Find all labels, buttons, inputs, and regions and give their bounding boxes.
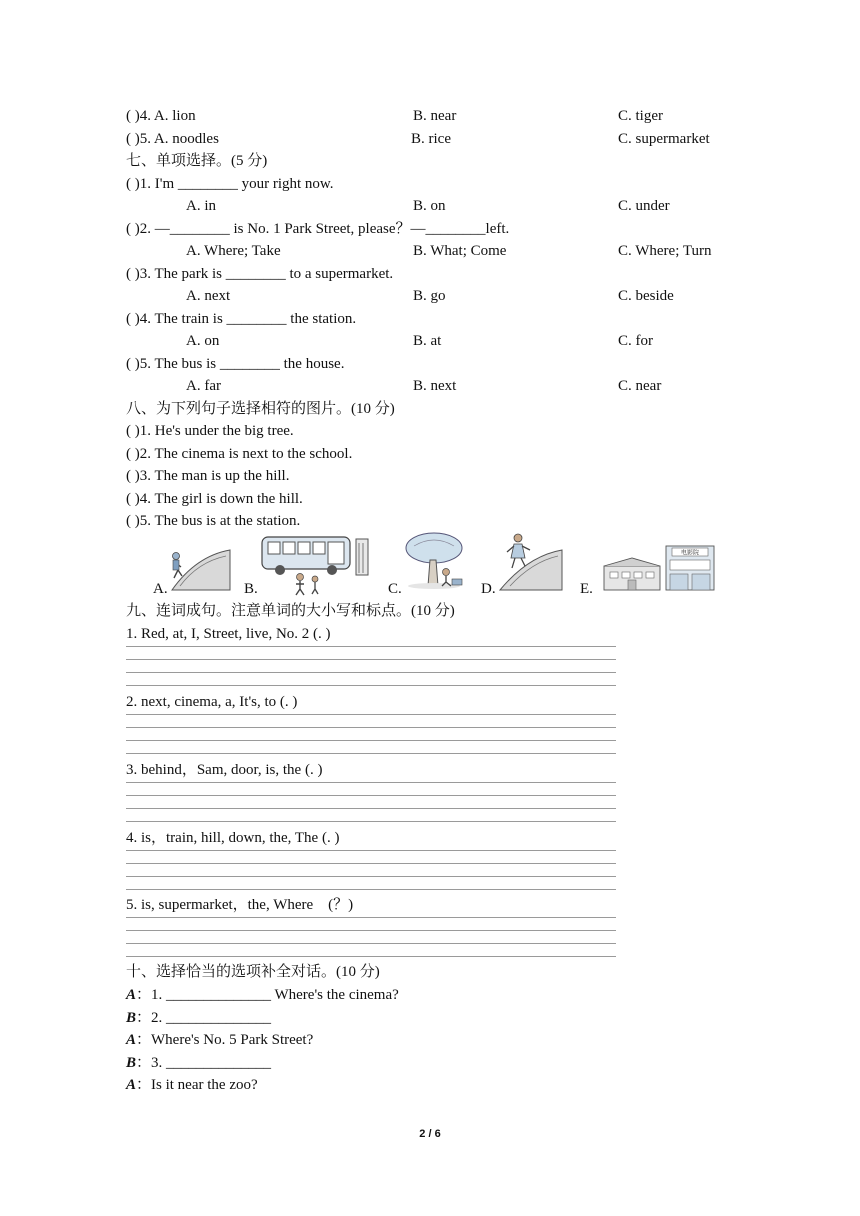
writing-line (126, 808, 616, 809)
cinema-sign: 电影院 (680, 549, 700, 557)
speaker-label: A (126, 987, 137, 1003)
dialogue-text: ：2. ______________ (136, 1010, 272, 1026)
question-8-5: ( )5. The bus is at the station. (126, 513, 301, 529)
section-10-title: 十、选择恰当的选项补全对话。(10 分) (126, 964, 380, 980)
page-number: 2 / 6 (419, 1128, 441, 1140)
option-b: B. near (413, 108, 457, 124)
question-7-5: ( )5. The bus is ________ the house. (126, 356, 345, 372)
question-8-2: ( )2. The cinema is next to the school. (126, 446, 353, 462)
question-8-3: ( )3. The man is up the hill. (126, 468, 290, 484)
writing-line (126, 943, 616, 944)
tree-boy-icon (404, 532, 464, 590)
sentence-9-5: 5. is, supermarket，the, Where (？) (126, 897, 354, 913)
writing-line (126, 672, 616, 673)
section-9-title: 九、连词成句。注意单词的大小写和标点。(10 分) (126, 603, 455, 619)
option-c: C. tiger (618, 108, 663, 124)
picture-label-c: C. (388, 581, 402, 597)
option-c: C. beside (618, 288, 674, 304)
option-c: C. Where; Turn (618, 243, 712, 259)
writing-line (126, 714, 616, 715)
dialogue-text: ：Is it near the zoo? (136, 1077, 258, 1093)
question-7-3: ( )3. The park is ________ to a supermarket. (126, 266, 394, 282)
dialogue-text: ：Where's No. 5 Park Street? (136, 1032, 314, 1048)
question-6-5 (126, 129, 219, 149)
option-c: C. supermarket (618, 131, 710, 147)
writing-line (126, 876, 616, 877)
dialogue-line (126, 1075, 258, 1095)
dialogue-text: ：3. ______________ (136, 1055, 272, 1071)
writing-line (126, 821, 616, 822)
question-6-4 (126, 106, 196, 126)
hill-girl-icon (498, 532, 564, 592)
writing-line (126, 917, 616, 918)
section-8-title: 八、为下列句子选择相符的图片。(10 分) (126, 401, 395, 417)
sentence-9-2: 2. next, cinema, a, It's, to (. ) (126, 694, 298, 710)
dialogue-line (126, 985, 399, 1005)
writing-line (126, 930, 616, 931)
question-8-1: ( )1. He's under the big tree. (126, 423, 294, 439)
question-text: ( )4. A. lion (126, 108, 196, 124)
writing-line (126, 850, 616, 851)
option-c: C. for (618, 333, 653, 349)
option-a: A. in (186, 198, 216, 214)
picture-label-a: A. (153, 581, 168, 597)
question-7-2: ( )2. —________ is No. 1 Park Street, please？—________left. (126, 221, 510, 237)
sentence-9-3: 3. behind，Sam, door, is, the (. ) (126, 762, 323, 778)
writing-line (126, 782, 616, 783)
speaker-label: A (126, 1077, 137, 1093)
hill-man-icon (166, 546, 232, 592)
writing-line (126, 740, 616, 741)
picture-label-b: B. (244, 581, 258, 597)
writing-line (126, 659, 616, 660)
question-text: ( )5. A. noodles (126, 131, 219, 147)
option-a: A. Where; Take (186, 243, 281, 259)
picture-label-e: E. (580, 581, 593, 597)
option-a: A. next (186, 288, 231, 304)
option-b: B. at (413, 333, 442, 349)
bus-station-icon (260, 533, 372, 597)
writing-line (126, 795, 616, 796)
writing-line (126, 753, 616, 754)
option-b: B. on (413, 198, 446, 214)
writing-line (126, 889, 616, 890)
speaker-label: B (126, 1055, 137, 1071)
question-7-1: ( )1. I'm ________ your right now. (126, 176, 334, 192)
writing-line (126, 646, 616, 647)
option-b: B. next (413, 378, 457, 394)
option-c: C. under (618, 198, 670, 214)
dialogue-line (126, 1008, 271, 1028)
writing-line (126, 956, 616, 957)
option-a: A. on (186, 333, 220, 349)
question-8-4: ( )4. The girl is down the hill. (126, 491, 303, 507)
picture-label-d: D. (481, 581, 496, 597)
speaker-label: A (126, 1032, 137, 1048)
dialogue-line (126, 1030, 313, 1050)
question-7-4: ( )4. The train is ________ the station. (126, 311, 357, 327)
sentence-9-4: 4. is，train, hill, down, the, The (. ) (126, 830, 340, 846)
sentence-9-1: 1. Red, at, I, Street, live, No. 2 (. ) (126, 626, 331, 642)
writing-line (126, 685, 616, 686)
section-7-title: 七、单项选择。(5 分) (126, 153, 268, 169)
option-a: A. far (186, 378, 221, 394)
speaker-label: B (126, 1010, 137, 1026)
option-b: B. What; Come (413, 243, 507, 259)
cinema-school-icon (602, 544, 718, 592)
dialogue-line (126, 1053, 271, 1073)
dialogue-text: ：1. ______________ Where's the cinema? (136, 987, 399, 1003)
option-b: B. rice (411, 131, 451, 147)
writing-line (126, 863, 616, 864)
option-b: B. go (413, 288, 446, 304)
writing-line (126, 727, 616, 728)
option-c: C. near (618, 378, 662, 394)
